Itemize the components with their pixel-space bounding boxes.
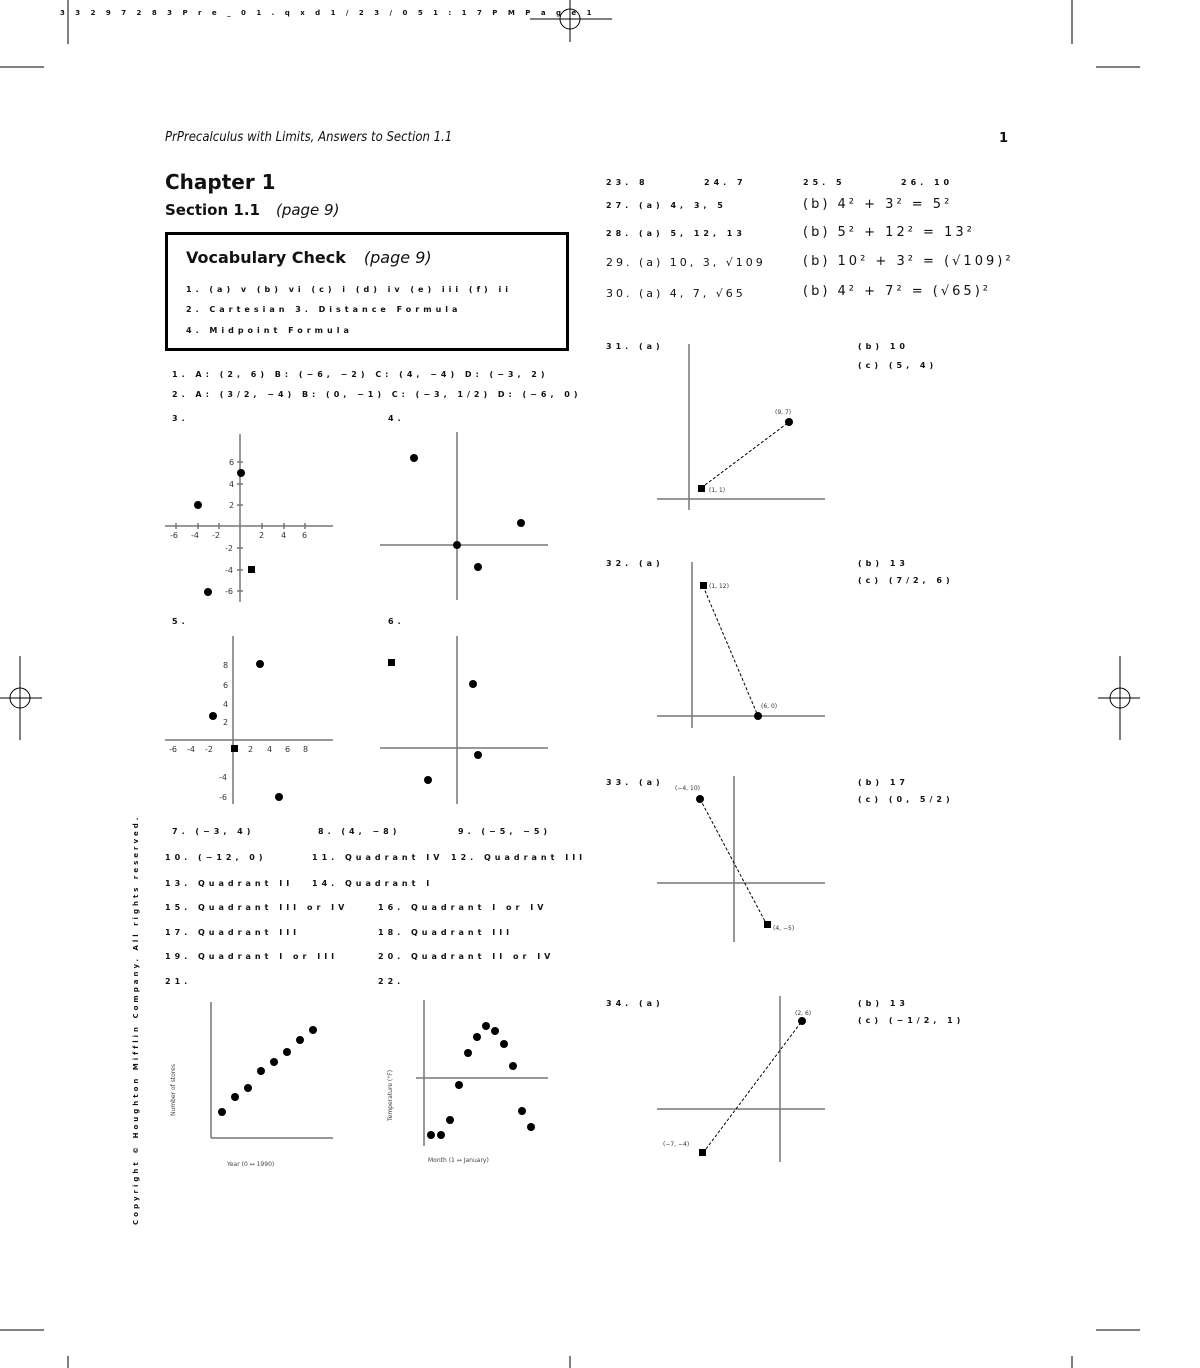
graph-32 [655,556,835,736]
point [473,1033,481,1041]
point [518,1107,526,1115]
point [453,541,461,549]
answer-33c: (c) (0, 5/2) [858,795,954,804]
answer-28a: 28. (a) 5, 12, 13 [606,229,746,238]
point [204,588,212,596]
point [437,1131,445,1139]
point [270,1058,278,1066]
answer-2: 2. A: (3/2, −4) B: (0, −1) C: (−3, 1/2) D: (−6, 0) [172,390,582,399]
point-label: (−7, −4) [663,1141,690,1148]
answer-24: 24. 7 [704,178,747,187]
answer-12: 12. Quadrant III [451,853,587,862]
registration-mark-right [1098,656,1140,740]
x-tick: 4 [267,745,273,754]
graph-4 [378,428,558,608]
y-tick: 6 [229,458,235,467]
answer-29a: 29. (a) 10, 3, √109 [606,256,766,269]
point [388,659,395,666]
answer-33b: (b) 17 [858,778,909,787]
answer-34b: (b) 13 [858,999,909,1008]
y-tick: 8 [223,661,229,670]
point [427,1131,435,1139]
figure-label-21: 21. [165,977,192,986]
figure-label-4: 4. [388,414,405,423]
figure-label-3: 3. [172,414,189,423]
graph-31 [655,338,835,518]
point-label: (1, 1) [709,487,726,494]
point [517,519,525,527]
point [798,1017,806,1025]
answer-17: 17. Quadrant III [165,928,301,937]
answer-14: 14. Quadrant I [312,879,434,888]
page-number: 1 [999,131,1009,146]
graph-3 [163,430,343,610]
x-axis-label: Year (0 ↔ 1990) [227,1161,275,1168]
point [764,921,771,928]
point-label: (4, −5) [773,925,795,932]
point [474,563,482,571]
answer-20: 20. Quadrant II or IV [378,952,555,961]
y-axis-label: Number of stores [170,1063,177,1116]
graph-33 [655,770,835,950]
point [469,680,477,688]
answer-15: 15. Quadrant III or IV [165,903,349,912]
point [275,793,283,801]
answer-34c: (c) (−1/2, 1) [858,1016,965,1025]
x-tick: 2 [248,745,254,754]
answer-28b: (b) 5² + 12² = 13² [803,225,975,240]
answer-32-label: 32. (a) [606,559,664,568]
point [209,712,217,720]
point [500,1040,508,1048]
answer-23: 23. 8 [606,178,649,187]
answer-32c: (c) (7/2, 6) [858,576,954,585]
point [424,776,432,784]
section-label: Section 1.1 [165,201,260,219]
y-tick: 2 [229,501,235,510]
x-tick: -2 [212,531,220,540]
graph-5 [163,632,343,812]
answer-32b: (b) 13 [858,559,909,568]
answer-27b: (b) 4² + 3² = 5² [803,197,953,212]
point [696,795,704,803]
y-tick: 4 [229,480,235,489]
point [244,1084,252,1092]
point [785,418,793,426]
point [700,582,707,589]
answer-25: 25. 5 [803,178,846,187]
copyright-notice: Copyright © Houghton Mifflin Company. All rights reserved. [132,814,140,1225]
point [237,469,245,477]
segment [701,422,789,488]
x-axis-label: Month (1 ↔ January) [428,1157,489,1164]
y-tick: 2 [223,718,229,727]
point [509,1062,517,1070]
y-tick: 6 [223,681,229,690]
point [455,1081,463,1089]
figure-label-5: 5. [172,617,189,626]
point [527,1123,535,1131]
y-tick: -4 [219,773,227,782]
point [754,712,762,720]
answer-11: 11. Quadrant IV [312,853,444,862]
answer-31b: (b) 10 [858,342,909,351]
point [194,501,202,509]
answer-10: 10. (−12, 0) [165,853,267,862]
answer-7: 7. (−3, 4) [172,827,255,836]
point [699,1149,706,1156]
point [698,485,705,492]
graph-22 [378,996,558,1176]
segment [703,586,758,716]
vocab-line-1: 1. (a) v (b) vi (c) i (d) iv (e) iii (f) ii [186,285,512,294]
figure-label-22: 22. [378,977,405,986]
vocab-line-3: 4. Midpoint Formula [186,326,353,335]
x-tick: 8 [303,745,309,754]
figure-label-6: 6. [388,617,405,626]
answer-30b: (b) 4² + 7² = (√65)² [803,284,991,299]
answer-33-label: 33. (a) [606,778,664,787]
x-tick: -6 [170,531,178,540]
running-header: PrPrecalculus with Limits, Answers to Section 1.1 [165,130,453,145]
segment [703,1021,802,1153]
point-label: (9, 7) [775,409,792,416]
point [231,745,238,752]
x-tick: 4 [281,531,287,540]
y-tick: -4 [225,566,233,575]
section-title [165,201,339,219]
x-tick: -4 [191,531,199,540]
answer-1: 1. A: (2, 6) B: (−6, −2) C: (4, −4) D: (−3, 2) [172,370,549,379]
graph-34 [655,990,835,1170]
x-tick: 2 [259,531,265,540]
answer-16: 16. Quadrant I or IV [378,903,548,912]
answer-18: 18. Quadrant III [378,928,514,937]
point [446,1116,454,1124]
x-tick: 6 [285,745,291,754]
y-tick: 4 [223,700,229,709]
point [231,1093,239,1101]
answer-31-label: 31. (a) [606,342,664,351]
point-label: (−4, 10) [675,785,700,792]
y-tick: -6 [225,587,233,596]
vocab-page-ref: (page 9) [363,248,432,267]
point-label: (2, 6) [795,1010,812,1017]
point [474,751,482,759]
vocabulary-title [186,248,432,267]
point [218,1108,226,1116]
point [283,1048,291,1056]
point [482,1022,490,1030]
point [248,566,255,573]
section-page-ref: (page 9) [275,201,340,219]
point [257,1067,265,1075]
print-slug: 3 3 2 9 7 2 8 3 P r e _ 0 1 . q x d 1 / 2 3 / 0 5 1 : 1 7 P M P a g e 1 [60,9,596,17]
graph-6 [378,632,558,812]
y-axis-label: Temperature (°F) [387,1069,394,1121]
answer-8: 8. (4, −8) [318,827,401,836]
answer-31c: (c) (5, 4) [858,361,938,370]
graph-21 [163,996,343,1176]
y-tick: -2 [225,544,233,553]
x-tick: 6 [302,531,308,540]
answer-26: 26. 10 [901,178,954,187]
point [296,1036,304,1044]
answer-29b: (b) 10² + 3² = (√109)² [803,254,1014,269]
point [464,1049,472,1057]
y-tick: -6 [219,793,227,802]
point [491,1027,499,1035]
point [256,660,264,668]
answer-30a: 30. (a) 4, 7, √65 [606,287,746,300]
answer-19: 19. Quadrant I or III [165,952,339,961]
point-label: (6, 0) [761,703,778,710]
x-tick: -2 [205,745,213,754]
point [410,454,418,462]
point-label: (1, 12) [709,583,729,590]
answer-34-label: 34. (a) [606,999,664,1008]
registration-mark-top [530,0,612,42]
registration-mark-left [0,656,42,740]
vocab-line-2: 2. Cartesian 3. Distance Formula [186,305,462,314]
x-tick: -6 [169,745,177,754]
chapter-title: Chapter 1 [165,170,276,194]
x-tick: -4 [187,745,195,754]
answer-27a: 27. (a) 4, 3, 5 [606,201,727,210]
answer-13: 13. Quadrant II [165,879,294,888]
point [309,1026,317,1034]
vocab-title-text: Vocabulary Check [186,248,346,267]
answer-9: 9. (−5, −5) [458,827,552,836]
